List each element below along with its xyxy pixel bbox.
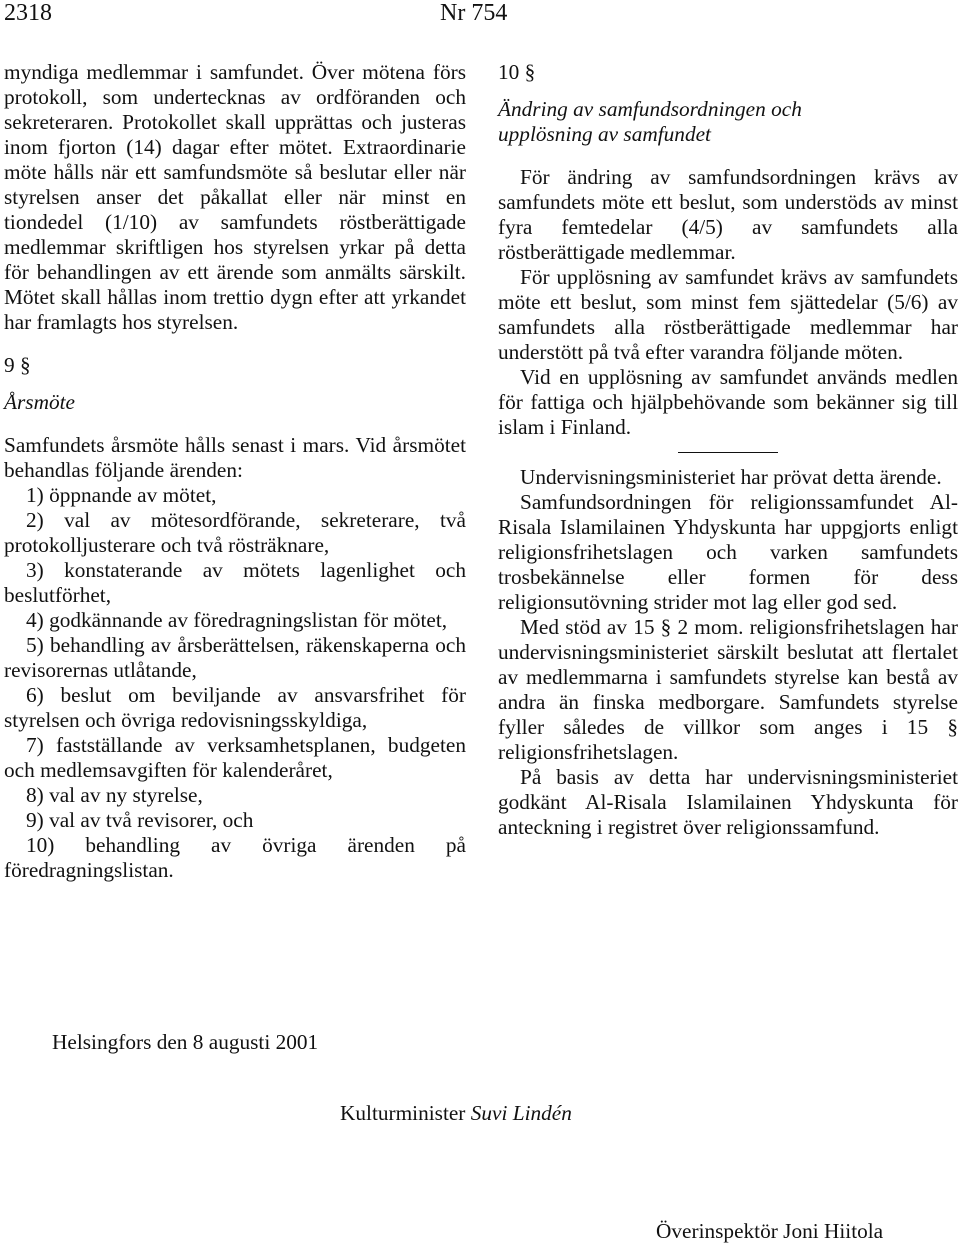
list-item: 7) fastställande av verksamhetsplanen, budgeten och medlemsavgiften för kalenderåret,: [4, 733, 466, 782]
list-item: 6) beslut om beviljande av ansvarsfrihet för styrelsen och övriga redovisningsskyldiga,: [4, 683, 466, 732]
section-10-number: 10 §: [498, 60, 536, 84]
section-10-title-line2: upplösning av samfundet: [498, 122, 711, 146]
minister-name: Suvi Lindén: [470, 1101, 572, 1125]
list-item: 9) val av två revisorer, och: [26, 808, 254, 832]
section-divider: [678, 452, 778, 453]
issue-number: Nr 754: [440, 0, 508, 26]
right-column: [498, 60, 958, 840]
list-item: 10) behandling av övriga ärenden på föredragningslistan.: [4, 833, 466, 882]
list-item: 5) behandling av årsberättelsen, räkenskaperna och revisorernas utlåtande,: [4, 633, 466, 682]
list-item: 4) godkännande av föredragningslistan för mötet,: [26, 608, 448, 632]
paragraph: Undervisningsministeriet har prövat detta ärende.: [520, 465, 942, 489]
list-item: 3) konstaterande av mötets lagenlighet och beslutförhet,: [4, 558, 466, 607]
section-9-number: 9 §: [4, 353, 31, 377]
paragraph: Samfundsordningen för religionssamfundet Al-Risala Islamilainen Yhdyskunta har uppgjorts enligt religionsfrihetslagen och varken samfundets trosbekännelse eller formen för dess religionsutövning strider mot lag eller god sed.: [498, 490, 958, 614]
page-number: 2318: [4, 0, 52, 26]
paragraph: Med stöd av 15 § 2 mom. religionsfrihetslagen har undervisningsministeriet särskilt beslutat att flertalet av medlemmarna i samfundets styrelse kan bestå av andra än finska medborgare. Samfundets styrelse fyller således de villkor som anges i 15 § religionsfrihetslagen.: [498, 615, 958, 764]
inspector-signature: Överinspektör Joni Hiitola: [656, 1219, 884, 1243]
section-10-title-line1: Ändring av samfundsordningen och: [498, 97, 802, 121]
paragraph: För upplösning av samfundet krävs av samfundets möte ett beslut, som minst fem sjättedelar (5/6) av samfundets alla röstberättigade medlemmar har understött på två efter varandra följande möten.: [498, 265, 958, 364]
list-item: 2) val av mötesordförande, sekreterare, två protokolljusterare och två rösträknare,: [4, 508, 466, 557]
list-item: 1) öppnande av mötet,: [26, 483, 217, 507]
minister-title: Kulturminister: [340, 1101, 471, 1125]
paragraph: På basis av detta har undervisningsministeriet godkänt Al-Risala Islamilainen Yhdyskunta för anteckning i registret över religionssamfund.: [498, 765, 958, 839]
list-item: 8) val av ny styrelse,: [26, 783, 203, 807]
section-9-lead: Samfundets årsmöte hålls senast i mars. Vid årsmötet behandlas följande ärenden:: [4, 433, 466, 482]
section-9-title: Årsmöte: [4, 390, 75, 414]
minister-signature: [340, 1101, 572, 1126]
place-date: Helsingfors den 8 augusti 2001: [52, 1030, 319, 1054]
paragraph: För ändring av samfundsordningen krävs av samfundets möte ett beslut, som understöds av minst fyra femtedelar (4/5) av samfundets alla röstberättigade medlemmar.: [498, 165, 958, 264]
left-column: [4, 60, 466, 883]
page-header: [0, 0, 960, 30]
intro-paragraph: myndiga medlemmar i samfundet. Över mötena förs protokoll, som undertecknas av ordföranden och sekreteraren. Protokollet skall upprättas och justeras inom fjorton (14) dagar efter mötet. Extraordinarie möte hålls när ett samfundsmöte så beslutar eller när styrelsen anser det påkallat eller när minst en tiondedel (1/10) av samfundets röstberättigade medlemmar skriftligen hos styrelsen yrkar på detta för behandlingen av ett ärende som anmälts särskilt. Mötet skall hållas inom trettio dygn efter att yrkandet har framlagts hos styrelsen.: [4, 60, 466, 334]
paragraph: Vid en upplösning av samfundet används medlen för fattiga och hjälpbehövande som bekänner sig till islam i Finland.: [498, 365, 958, 439]
